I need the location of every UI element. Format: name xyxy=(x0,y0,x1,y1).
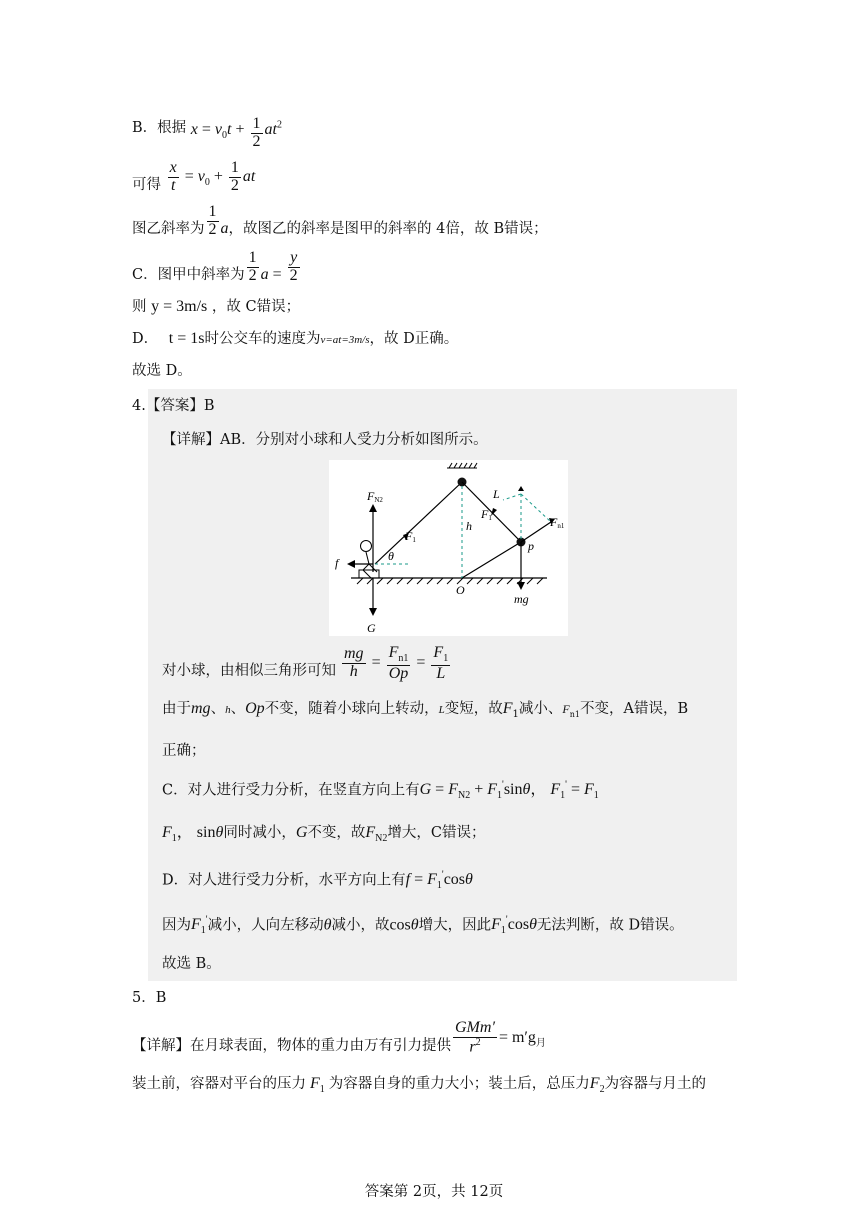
q5-header: 5．B xyxy=(132,990,167,1006)
label-O: O xyxy=(456,583,465,597)
q3-c-result: 则 y = 3m/s ，故 C错误； xyxy=(132,298,301,315)
q3-slope-frac: $\frac{1}{2}$ xyxy=(208,203,217,238)
ceiling-mount xyxy=(447,463,477,468)
similar-triangles-formula: $\frac{mg}{h}$ = $\frac{F_{n1}}{Op}$ = $\frac{F_1}{L}$ xyxy=(344,644,449,682)
label-L: L xyxy=(493,487,500,501)
q5-line2: 装土前，容器对平台的压力 $F_1$ 为容器自身的重力大小；装土后，总压力$F_2$为容器与月土的 xyxy=(132,1075,707,1096)
q3-slope-suffix: ，故图乙的斜率是图甲的斜率的 4倍，故 B错误； xyxy=(228,221,548,238)
q3-option-c: C．图甲中斜率为 $\frac{1}{2}$ a = $\frac{y}{2}$ xyxy=(132,249,298,284)
label-F1-prime: F1 xyxy=(405,529,416,544)
q3-c-label: C．图甲中斜率为 xyxy=(132,267,245,284)
q4-option-d: D．对人进行受力分析，水平方向上有$f = F_1'\cos\theta$ xyxy=(162,870,473,892)
label-Fn1: Fn1 xyxy=(550,515,565,530)
label-p: p xyxy=(528,539,534,553)
q3-option-d: D． t = 1s时公交车的速度为v=at=3m/s，故 D正确。 xyxy=(132,330,459,347)
q3-d-time: t = 1s xyxy=(168,330,205,347)
q3-c-value: y = 3m/s xyxy=(151,298,208,315)
q3-b-formula: $x = v_0t$ + $\frac{1}{2}$ $at^2$ xyxy=(190,115,282,150)
q4-reason-cont: 正确； xyxy=(162,743,206,759)
label-FN2: FN2 xyxy=(367,489,383,504)
q3-b-label: B．根据 xyxy=(132,119,187,136)
label-mg: mg xyxy=(514,592,529,606)
q4-ball-relation: 对小球，由相似三角形可知 $\frac{mg}{h}$ = $\frac{F_{n1}}{Op}$ = $\frac{F_1}{L}$ xyxy=(162,645,452,682)
q3-answer: 故选 D。 xyxy=(132,363,192,379)
q4-answer: 故选 B。 xyxy=(162,956,221,972)
q3-derive-prefix: 可得 xyxy=(132,176,161,193)
person xyxy=(359,541,379,579)
q4-reason: 由于mg、h、Op不变，随着小球向上转动，L变短，故$F_1$减小、$F_{n1}$不变，A错误，B xyxy=(162,700,689,720)
label-F1: F1 xyxy=(481,507,492,522)
q3-d-velocity: v=at=3m/s xyxy=(320,334,370,346)
q3-option-b xyxy=(132,114,282,149)
gravity-formula: $\frac{\text{GMm′}}{r^2}$ = $m'g_月$ xyxy=(455,1019,546,1056)
q3-slope-line: 图乙斜率为 $\frac{1}{2}$ a，故图乙的斜率是图甲的斜率的 4倍，故 B错误； xyxy=(132,203,548,238)
q4-option-c-line2: $F_1$， sinθ同时减小，G不变，故$F_{N2}$增大，C错误； xyxy=(162,824,486,845)
page-footer: 答案第 2页，共 12页 xyxy=(364,1184,504,1200)
q4-because: 因为$F_1'$减小，人向左移动θ减小，故cosθ增大，因此$F_1'\cos\theta$无法判断，故 D错误。 xyxy=(162,915,684,937)
q3-derive-formula: $\frac{x}{t}$ = $v_0$ + $\frac{1}{2}$ at xyxy=(169,159,256,194)
q4-option-c: C．对人进行受力分析，在竖直方向上有$G = F_{N2} + F_1'\sin\theta$， $F_1' = F_1$ xyxy=(162,780,599,802)
label-G: G xyxy=(367,621,376,635)
q3-slope-prefix: 图乙斜率为 xyxy=(132,221,205,238)
q4-header: 4.【答案】B xyxy=(132,398,215,414)
q4-detail: 【详解】AB．分别对小球和人受力分析如图所示。 xyxy=(162,432,488,448)
label-h: h xyxy=(466,519,472,533)
label-f: f xyxy=(335,556,339,570)
label-theta: θ xyxy=(388,549,394,563)
force-diagram xyxy=(329,460,568,636)
q5-detail: 【详解】在月球表面，物体的重力由万有引力提供 $\frac{\text{GMm′}}{r^2}$ = $m'g_月$ xyxy=(132,1019,546,1056)
q3-derivation xyxy=(132,160,255,195)
q4-c-formula: $G = F_{N2} + F_1'\sin\theta$， $F_1' = F_1$ xyxy=(419,780,599,802)
